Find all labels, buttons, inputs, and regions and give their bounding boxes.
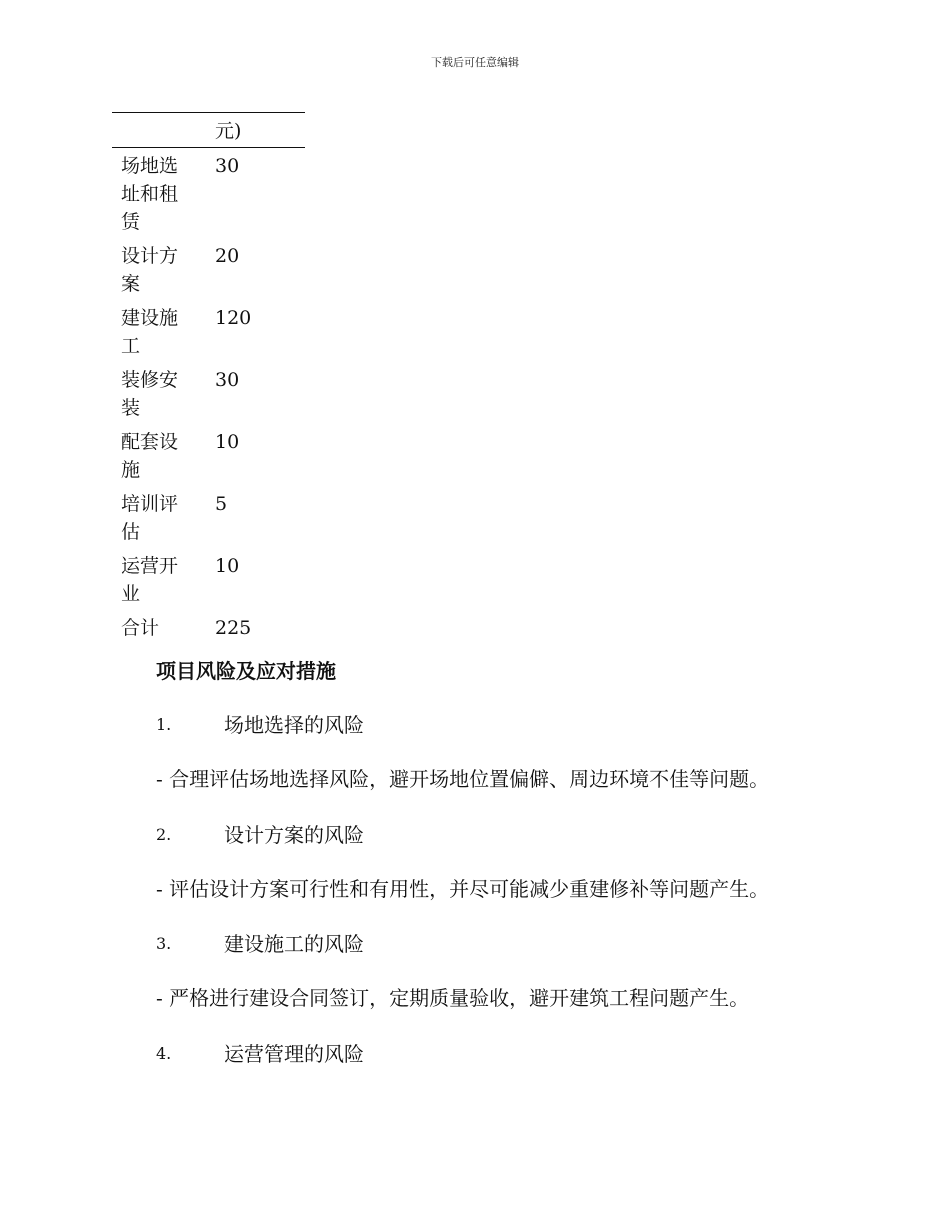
risk-heading bbox=[156, 931, 936, 957]
page-header: 下载后可任意编辑 bbox=[431, 56, 519, 69]
table-cell-amount: 20 bbox=[215, 245, 240, 267]
risk-item bbox=[156, 822, 936, 902]
risk-heading bbox=[156, 712, 936, 738]
table-row bbox=[112, 238, 305, 300]
risk-number: 1. bbox=[156, 715, 172, 734]
table-cell-item: 场地选址和租赁 bbox=[121, 155, 179, 233]
risk-heading bbox=[156, 1041, 936, 1067]
risk-title: 设计方案的风险 bbox=[224, 823, 364, 847]
risk-number: 3. bbox=[156, 934, 172, 953]
table-cell-item: 建设施工 bbox=[121, 307, 179, 357]
table-header-unit: 元) bbox=[215, 120, 242, 142]
risk-number: 2. bbox=[156, 825, 172, 844]
table-row bbox=[112, 424, 305, 486]
table-header-row bbox=[112, 113, 305, 148]
risk-note: - 严格进行建设合同签订，定期质量验收，避开建筑工程问题产生。 bbox=[156, 986, 750, 1010]
risk-item bbox=[156, 931, 936, 1011]
table-cell-item: 培训评估 bbox=[121, 493, 179, 543]
risk-heading bbox=[156, 822, 936, 848]
risk-title: 运营管理的风险 bbox=[224, 1042, 364, 1066]
table-row-total bbox=[112, 610, 305, 644]
cost-table bbox=[112, 112, 305, 644]
table-cell-amount: 10 bbox=[215, 555, 240, 577]
table-cell-item: 运营开业 bbox=[121, 555, 179, 605]
risk-title: 场地选择的风险 bbox=[224, 713, 364, 737]
risk-number: 4. bbox=[156, 1044, 172, 1063]
risk-title: 建设施工的风险 bbox=[224, 932, 364, 956]
section-title: 项目风险及应对措施 bbox=[156, 659, 336, 683]
table-cell-item: 合计 bbox=[121, 617, 160, 639]
table-cell-item: 设计方案 bbox=[121, 245, 179, 295]
table-cell-amount: 5 bbox=[215, 493, 228, 515]
table-row bbox=[112, 148, 305, 239]
table-cell-amount: 30 bbox=[215, 369, 240, 391]
table-row bbox=[112, 486, 305, 548]
table-cell-amount: 225 bbox=[215, 617, 252, 639]
table-cell-amount: 30 bbox=[215, 155, 240, 177]
table-cell-item: 装修安装 bbox=[121, 369, 179, 419]
risk-note: - 评估设计方案可行性和有用性，并尽可能减少重建修补等问题产生。 bbox=[156, 877, 770, 901]
table-cell-amount: 10 bbox=[215, 431, 240, 453]
table-row bbox=[112, 300, 305, 362]
risk-note: - 合理评估场地选择风险，避开场地位置偏僻、周边环境不佳等问题。 bbox=[156, 767, 770, 791]
table-row bbox=[112, 362, 305, 424]
table-cell-item: 配套设施 bbox=[121, 431, 179, 481]
table-cell-amount: 120 bbox=[215, 307, 252, 329]
table-row bbox=[112, 548, 305, 610]
risk-item bbox=[156, 712, 936, 792]
risk-item bbox=[156, 1041, 936, 1067]
table-header-item bbox=[112, 113, 201, 148]
